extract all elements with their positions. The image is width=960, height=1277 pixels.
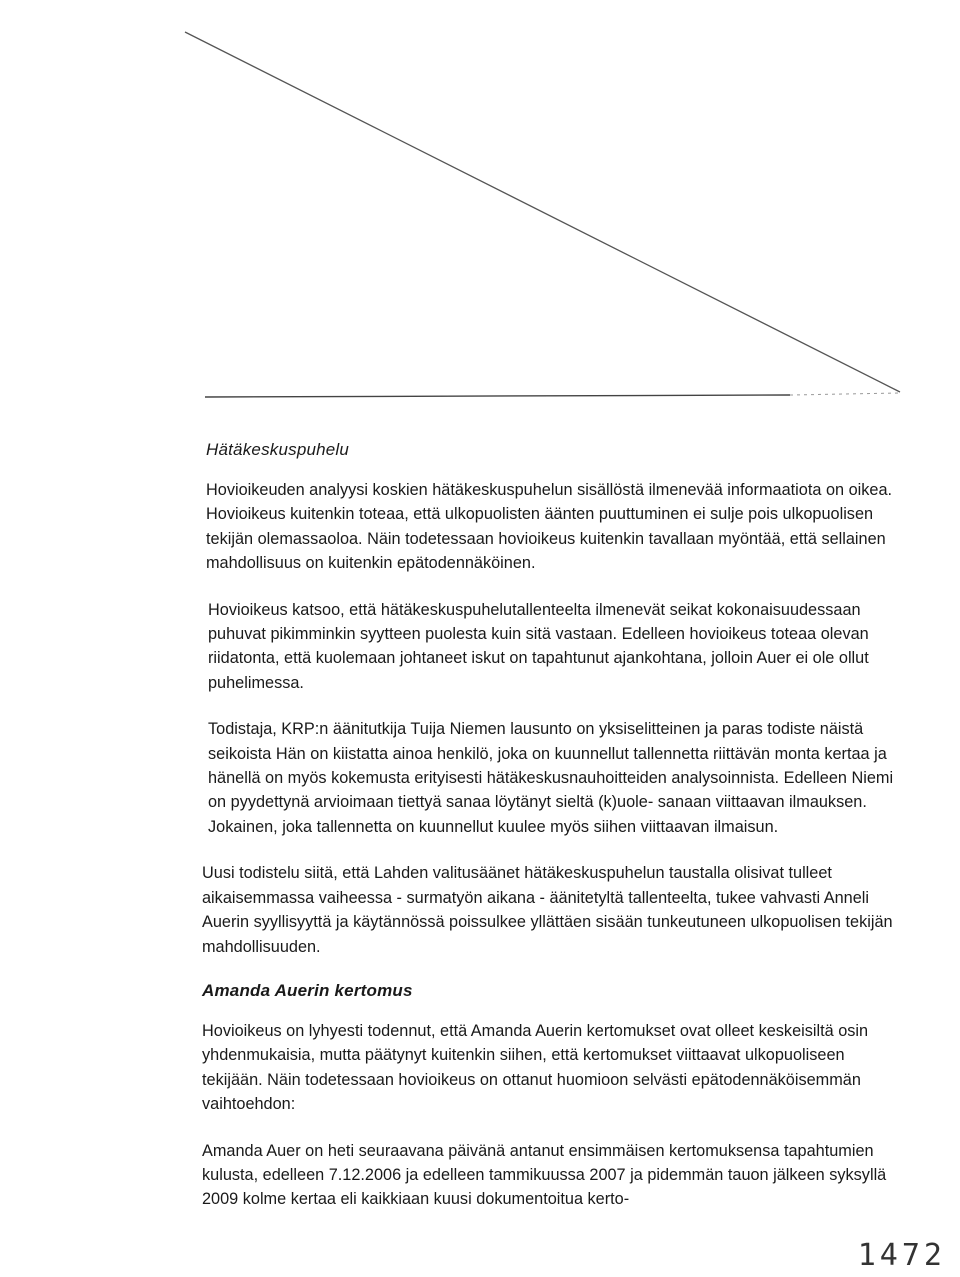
section-heading-amanda-auerin-kertomus: Amanda Auerin kertomus [202, 980, 413, 1000]
paragraph: Amanda Auer on heti seuraavana päivänä antanut ensimmäisen kertomuksensa tapahtumien kulusta, edelleen 7.12.2006 ja edelleen tammikuussa 2007 ja pidemmän tauon jälkeen syksyllä 2009 kolme kertaa eli kaikkiaan kuusi dokumentoitua kerto- [202, 1141, 887, 1209]
paragraph: Hovioikeus on lyhyesti todennut, että Amanda Auerin kertomukset ovat olleet keskeisiltä osin yhdenmukaisia, mutta päätynyt kuitenkin siihen, että kertomukset viittaavat ulkopuoliseen tekijään. Näin todetessaan hovioikeus on ottanut huomioon selvästi epätodennäköisemmän vaihtoehdon: [202, 1021, 869, 1114]
strike-through-mark [0, 0, 960, 420]
document-body [200, 440, 900, 1234]
paragraph: Hovioikeuden analyysi koskien hätäkeskuspuhelun sisällöstä ilmenevää informaatiota on oikea. Hovioikeus kuitenkin toteaa, että ulkopuolisten äänten puuttuminen ei sulje pois ulkopuolisen tekijän olemassaoloa. Näin todetessaan hovioikeus kuitenkin tavallaan myöntää, että sellainen mahdollisuus on kuitenkin epätodennäköinen. [206, 481, 893, 573]
paragraph: Hovioikeus katsoo, että hätäkeskuspuhelutallenteelta ilmenevät seikat kokonaisuudessaan puhuvat pikimminkin syytteen puolesta kuin sitä vastaan. Edelleen hovioikeus toteaa olevan riidatonta, että kuolemaan johtaneet iskut on tapahtunut ajankohtana, jolloin Auer ei ole ollut puhelimessa. [208, 600, 869, 692]
section-heading-hatakeskuspuhelu: Hätäkeskuspuhelu [206, 440, 350, 459]
paragraph: Uusi todistelu siitä, että Lahden valitusäänet hätäkeskuspuhelun taustalla olisivat tulleet aikaisemmassa vaiheessa - surmatyön aikana - äänitetyltä tallenteelta, tukee vahvasti Anneli Auerin syyllisyyttä ja käytännössä poissulkee yllättäen sisään tunkeutuneen ulkopuolisen tekijän mahdollisuuden. [202, 864, 893, 956]
paragraph: Todistaja, KRP:n äänitutkija Tuija Niemen lausunto on yksiselitteinen ja paras todiste näistä seikoista Hän on kiistatta ainoa henkilö, joka on kuunnellut tallennetta riittävän monta kertaa ja hänellä on myös kokemusta erityisesti hätäkeskusnauhoitteiden analysoinnista. Edelleen Niemi on pyydettynä arvioimaan tiettyä sanaa löytänyt sieltä (k)uole- sanaan viittaavan ilmauksen. Jokainen, joka tallennetta on kuunnellut kuulee myös siihen viittaavan ilmaisun. [208, 720, 894, 836]
page-number: 1472 [857, 1238, 946, 1273]
